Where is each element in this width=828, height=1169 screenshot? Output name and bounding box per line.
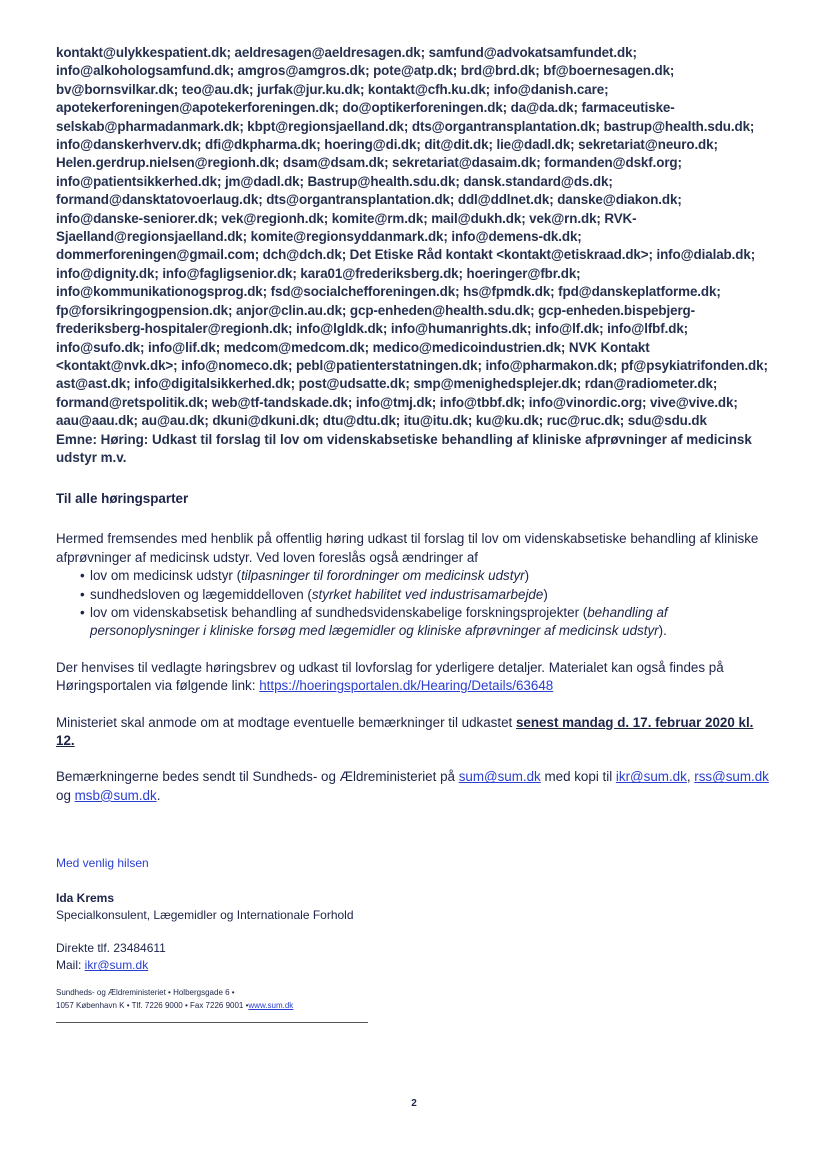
item-text: sundhedsloven og lægemiddelloven ( [90,586,312,602]
footer-divider [56,1022,368,1023]
send-end: . [156,787,161,803]
item-end: ). [658,623,667,639]
send-text: Bemærkningerne bedes sendt til Sundheds- og Ældreministeriet på [56,769,459,785]
item-text: lov om videnskabsetisk behandling af sundhedsvidenskabelige forskningsprojekter ( [90,604,588,620]
recipient-list: kontakt@ulykkespatient.dk; aeldresagen@aeldresagen.dk; samfund@advokatsamfundet.dk; info@alkohologsamfund.dk; amgros@amgros.dk; pote@atp.dk; brd@brd.dk; bf@boernesagen.dk; bv@bornsvilkar.dk; teo@au.dk; jurfak@jur.ku.dk; kontakt@cfh.ku.dk; info@danish.care; apotekerforeningen@apotekerforeningen.dk; do@optikerforeningen.dk; da@da.dk; farmaceutiske-selskab@pharmadanmark.dk; kbpt@regionsjaelland.dk; dts@organtransplantation.dk; bastrup@health.sdu.dk; info@danskerhverv.dk; dfi@dkpharma.dk; hoering@di.dk; dit@dit.dk; lie@dadl.dk; sekretariat@neuro.dk; Helen.gerdrup.nielsen@regionh.dk; dsam@dsam.dk; sekretariat@dasaim.dk; formanden@dskf.org; info@patientsikkerhed.dk; jm@dadl.dk; Bastrup@health.sdu.dk; dansk.standard@ds.dk; formand@dansktatovoerlaug.dk; dts@organtransplantation.dk; ddl@ddlnet.dk; danske@diakon.dk; info@danske-seniorer.dk; vek@regionh.dk; komite@rm.dk; mail@dukh.dk; vek@rn.dk; RVK-Sjaelland@regionsjaelland.dk; komite@regionsyddanmark.dk; info@demens-dk.dk; dommerforeningen@gmail.com; dch@dch.dk; Det Etiske Råd kontakt <kontakt@etiskraad.dk>; info@dialab.dk; info@dignity.dk; info@fagligsenior.dk; kara01@frederiksberg.dk; hoeringer@fbr.dk; info@kommunikationogsprog.dk; fsd@socialchefforeningen.dk; hs@fpmdk.dk; fpd@danskeplatforme.dk; fp@forsikringogpension.dk; anjor@clin.au.dk; gcp-enheden@health.sdu.dk; gcp-enheden.bispebjerg-frederiksberg-hospitaler@regionh.dk; info@lgldk.dk; info@humanrights.dk; info@lf.dk; info@lfbf.dk; info@sufo.dk; info@lif.dk; medcom@medcom.dk; medico@medicoindustrien.dk; NVK Kontakt <kontakt@nvk.dk>; info@nomeco.dk; pebl@patienterstatningen.dk; info@pharmakon.dk; pf@psykiatrifonden.dk; ast@ast.dk; info@digitalsikkerhed.dk; post@udsatte.dk; smp@menighedsplejer.dk; rdan@radiometer.dk; formand@retspolitik.dk; web@tf-tandskade.dk; info@tmj.dk; info@tbbf.dk; info@vinordic.org; vive@vive.dk; aau@aau.dk; au@au.dk; dkuni@dkuni.dk; dtu@dtu.dk; itu@itu.dk; ku@ku.dk; ruc@ruc.dk; sdu@sdu.dk [56,45,768,429]
footer-web-link[interactable]: www.sum.dk [248,1001,294,1011]
bullet-icon: • [80,586,85,602]
list-item [56,567,772,585]
rss-email-link[interactable]: rss@sum.dk [694,769,769,785]
deadline-date: senest mandag d. 17. februar 2020 kl. 12 [56,714,754,748]
deadline-paragraph [56,714,772,751]
letterhead-footer [56,986,772,1012]
reference-text: Der henvises til vedlagte høringsbrev og udkast til lovforslag for yderligere detaljer. Materialet kan også findes på Høringsportalen via følgende link: [56,659,724,694]
sum-email-link[interactable]: sum@sum.dk [458,769,541,785]
send-paragraph [56,768,772,805]
deadline-text: Ministeriet skal anmode om at modtage eventuelle bemærkninger til udkastet [56,714,516,730]
item-end: ) [524,568,530,584]
hearing-portal-link[interactable]: https://hoeringsportalen.dk/Hearing/Details/63648 [259,678,554,694]
footer-address: Sundheds- og Ældreministeriet • Holbergsgade 6 • [56,988,235,998]
item-italic: styrket habilitet ved industrisamarbejde [311,586,544,602]
item-italic: tilpasninger til forordninger om medicinsk udstyr [241,568,525,584]
send-copy-text: med kopi til [540,769,616,785]
subject-text: Høring: Udkast til forslag til lov om videnskabsetiske behandling af kliniske afprøvninger af medicinsk udstyr m.v. [56,431,752,465]
ikr-email-link[interactable]: ikr@sum.dk [615,769,687,785]
letter-page [56,44,772,1023]
signature-mail [56,958,772,972]
changes-list [56,567,772,641]
page-number: 2 [411,1098,417,1109]
reference-paragraph [56,659,772,696]
footer-contact [56,999,772,1012]
item-italic: behandling af personoplysninger i kliniske forsøg med lægemidler og kliniske afprøvninger af medicinsk udstyr [90,604,668,639]
bullet-icon: • [80,604,85,620]
msb-email-link[interactable]: msb@sum.dk [74,787,157,803]
signature-name: Ida Krems [56,891,115,906]
salutation-heading: Til alle høringsparter [56,491,189,507]
subject-line [56,431,772,468]
closing-greeting: Med venlig hilsen [56,856,149,871]
intro-paragraph: Hermed fremsendes med henblik på offentlig høring udkast til forslag til lov om videnskabsetiske behandling af kliniske afprøvninger af medicinsk udstyr. Ved loven foreslås også ændringer af [56,531,759,565]
bullet-icon: • [80,568,85,584]
list-item [56,586,772,604]
item-text: lov om medicinsk udstyr ( [90,568,242,584]
signature-phone: Direkte tlf. 23484611 [56,941,166,956]
deadline-end: . [70,733,75,748]
signature-email-link[interactable]: ikr@sum.dk [84,958,149,973]
subject-label: Emne: [56,431,97,447]
send-separator: , [686,769,695,785]
send-and-text: og [56,787,75,803]
signature-title: Specialkonsulent, Lægemidler og Internationale Forhold [56,908,354,923]
footer-phone: 1057 København K • Tlf. 7226 9000 • Fax 7226 9001 • [56,1001,249,1011]
list-item [56,604,772,641]
mail-label: Mail: [56,958,85,973]
item-end: ) [543,586,548,602]
